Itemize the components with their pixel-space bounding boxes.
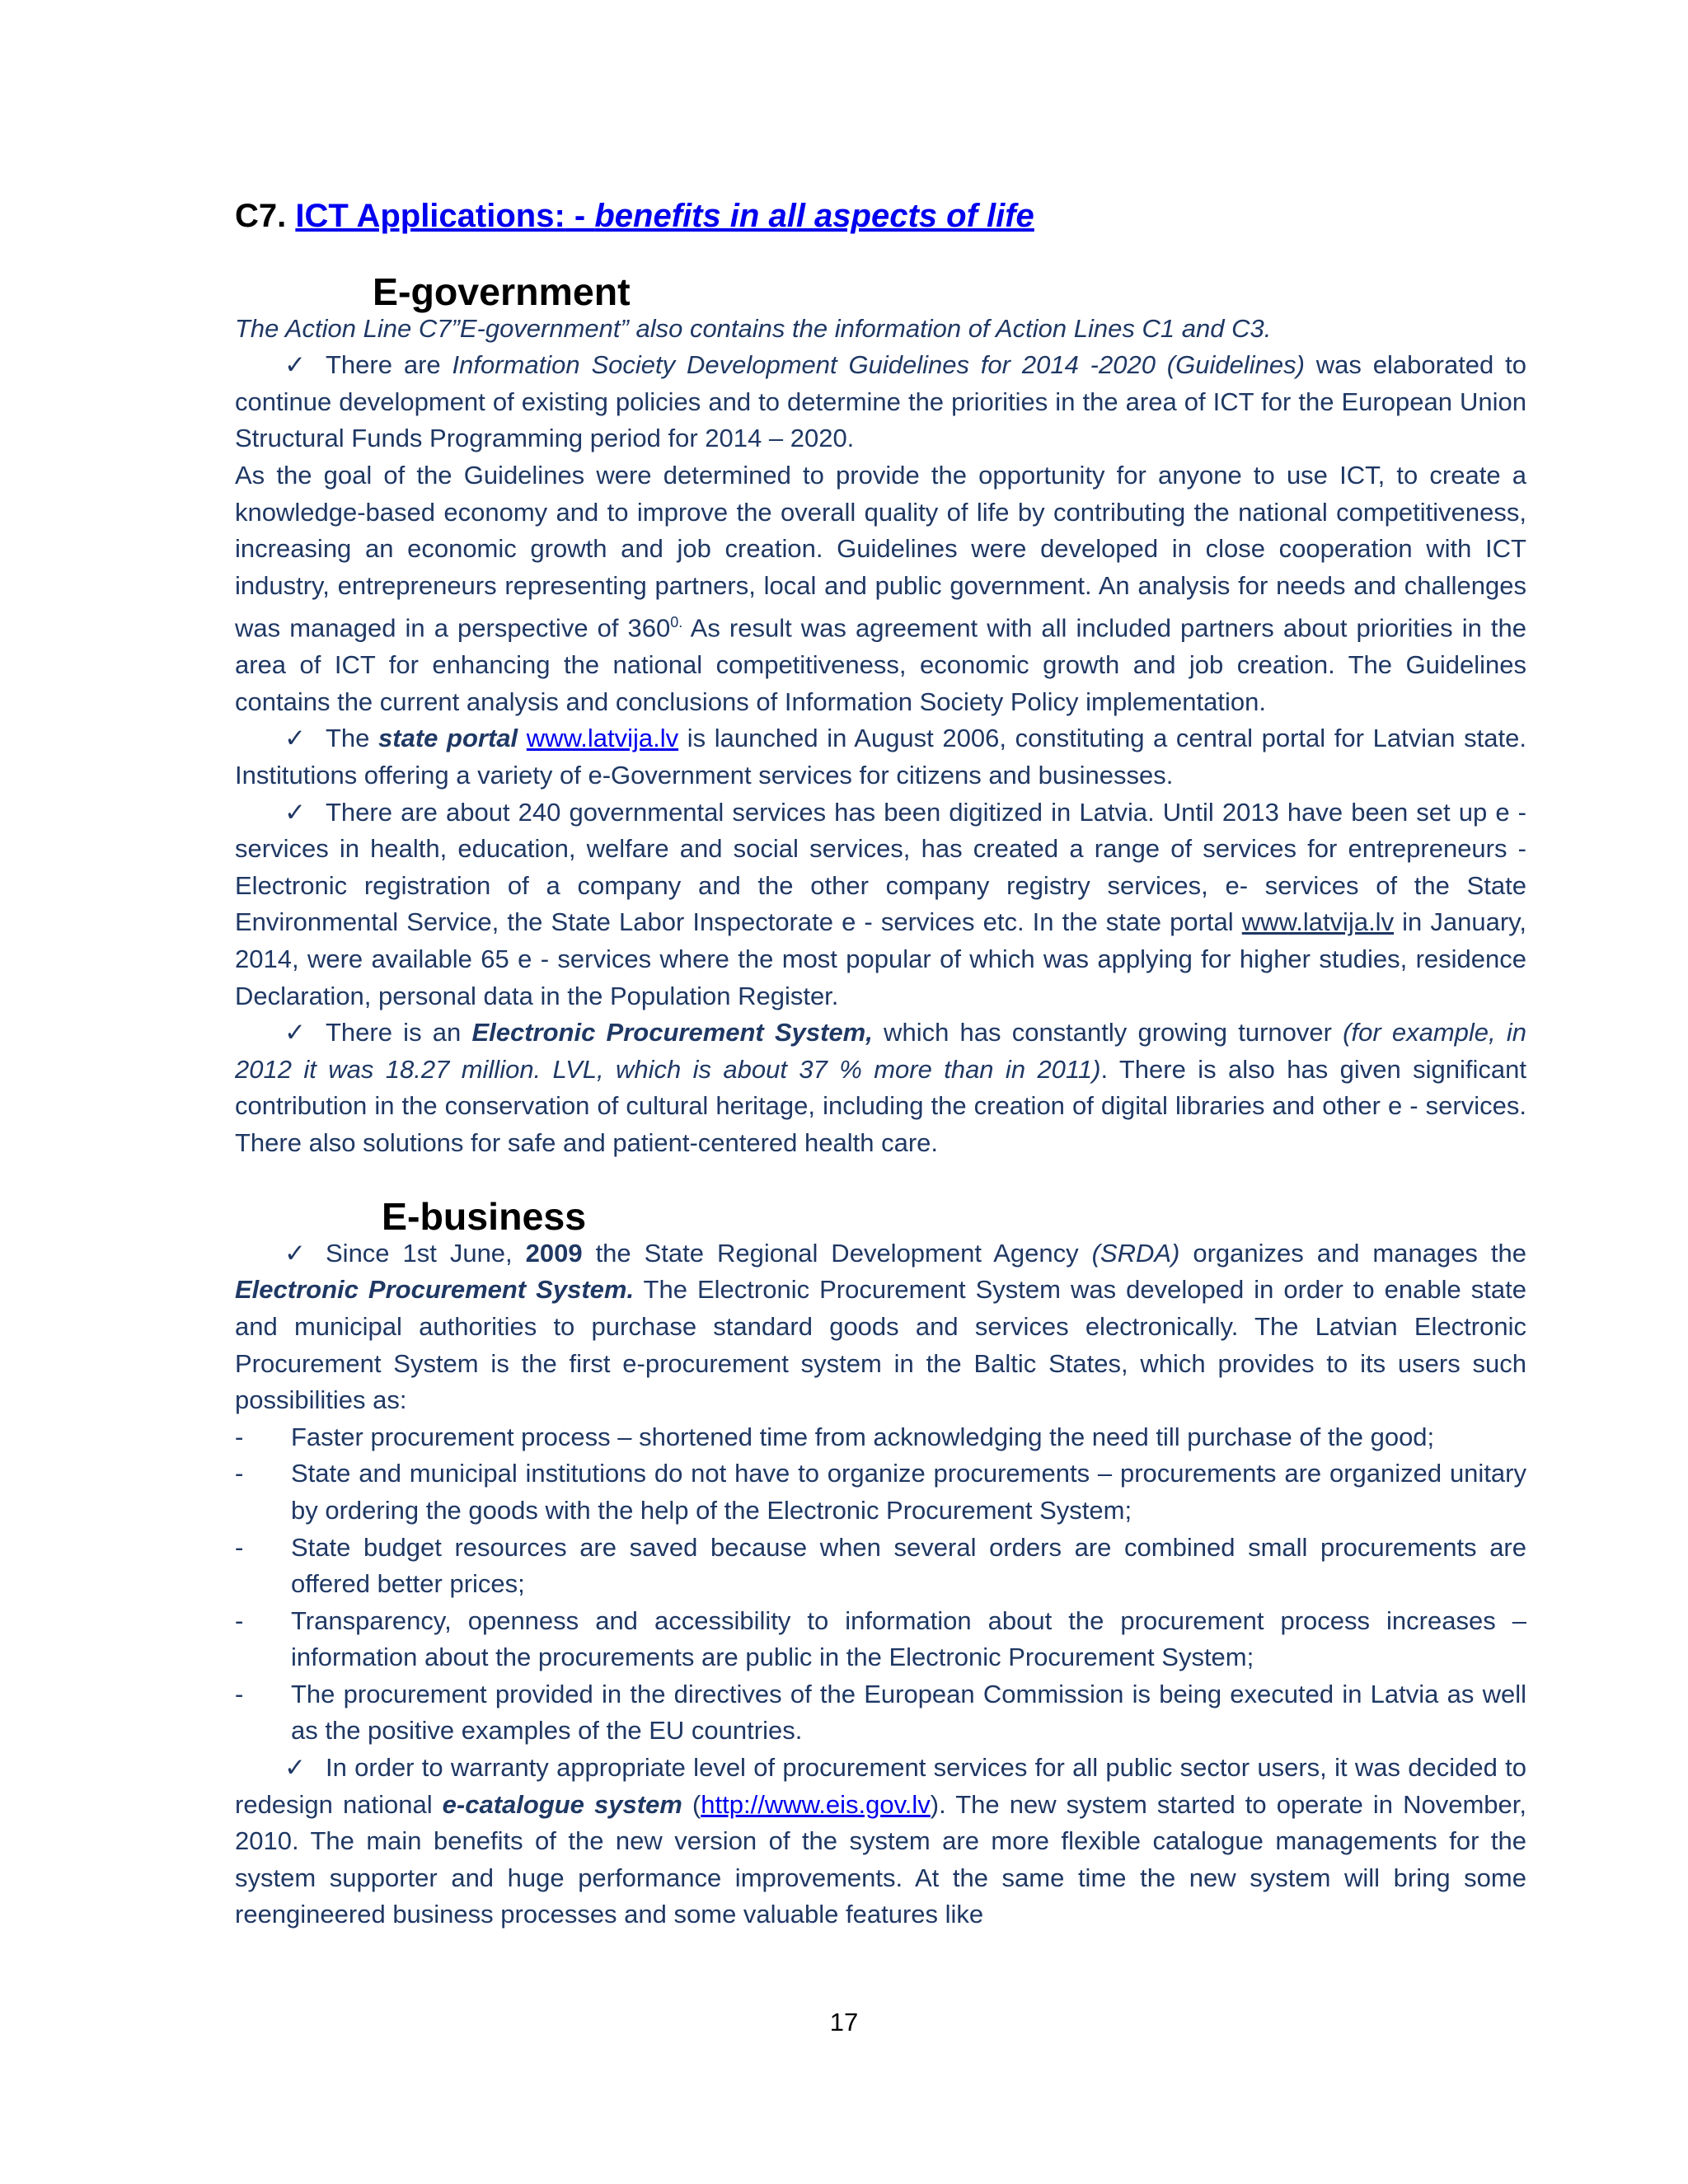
checkmark-icon: ✓ [284, 350, 306, 380]
eps-label-2: Electronic Procurement System. [235, 1275, 635, 1305]
ebus-bullet-srda: ✓ Since 1st June, 2009 the State Regional Development Agency (SRDA) organizes and manages the Electronic Procurement System. The Electronic Procurement System was developed in order to enable state and municipal authorities to purchase standard goods and services electronically. The Latvian Electronic Procurement System is the first e-procurement system in the Baltic States, which provides to its users such possibilities as: [235, 1235, 1526, 1419]
dash-item [235, 1676, 1526, 1750]
section-title-dash: - [565, 198, 595, 234]
checkmark-icon: ✓ [284, 797, 306, 827]
dash-text: State budget resources are saved because when several orders are combined small procurements are offered better prices; [291, 1532, 1526, 1599]
dash-text: Faster procurement process – shortened time from acknowledging the need till purchase of the good; [291, 1422, 1435, 1451]
section-number: C7. [235, 198, 287, 234]
section-heading [235, 191, 1526, 241]
section-title-italic: benefits in all aspects of life [594, 198, 1034, 234]
eps-label: Electronic Procurement System, [471, 1018, 873, 1047]
egov-intro-text: The Action Line C7”E-government” also contains the information of Action Lines C1 and C3. [235, 313, 1272, 343]
section-title-link[interactable] [295, 198, 1034, 234]
checkmark-icon: ✓ [284, 1238, 306, 1268]
latvija-link[interactable]: www.latvija.lv [526, 724, 679, 753]
egov-paragraph-goal: As the goal of the Guidelines were determined to provide the opportunity for anyone to use ICT, to create a knowledge-based economy and to improve the overall quality of life by contributing the national competitiveness, increasing an economic growth and job creation. Guidelines were developed in close cooperation with ICT industry, entrepreneurs representing partners, local and public government. An analysis for needs and challenges was managed in a perspective of $360^{0.}$ As result was agreement with all included partners about priorities in the area of ICT for enhancing the national competitiveness, economic growth and job creation. The Guidelines contains the current analysis and conclusions of Information Society Policy implementation. [235, 460, 1526, 716]
page-content [235, 191, 1526, 1933]
egov-title: E-government [373, 270, 631, 313]
egov-bullet-guidelines: ✓ There are Information Society Development Guidelines for 2014 -2020 (Guidelines) was elaborated to continue development of existing policies and to determine the priorities in the area of ICT for the European Union Structural Funds Programming period for 2014 – 2020. [235, 347, 1526, 457]
section-title-bold: ICT Applications: [295, 198, 565, 234]
state-portal-label: state portal [378, 724, 518, 753]
degree-superscript: 0. [670, 614, 683, 631]
spacer [235, 1162, 1526, 1199]
dash-item [235, 1419, 1526, 1456]
egov-intro [235, 311, 1526, 348]
dash-text: The procurement provided in the directives of the European Commission is being executed in Latvia as well as the positive examples of the EU countries. [291, 1679, 1526, 1746]
year-2009: 2009 [525, 1238, 583, 1268]
dash-marker: - [235, 1422, 244, 1451]
dash-item [235, 1603, 1526, 1676]
srda-abbr: (SRDA) [1091, 1238, 1180, 1268]
latvija-link-plain[interactable]: www.latvija.lv [1241, 907, 1395, 937]
ebus-title: E-business [382, 1195, 587, 1239]
page-number: 17 [829, 2008, 859, 2036]
ecatalogue-label: e-catalogue system [442, 1789, 682, 1819]
ebus-bullet-ecatalogue: ✓ In order to warranty appropriate level of procurement services for all public sector users, it was decided to redesign national e-catalogue system (http://www.eis.gov.lv). The new system started to operate in November, 2010. The main benefits of the new version of the system are more flexible catalogue managements for the system supporter and huge performance improvements. At the same time the new system will bring some reengineered business processes and some valuable features like [235, 1750, 1526, 1933]
dash-marker: - [235, 1532, 244, 1562]
dash-marker: - [235, 1459, 244, 1488]
checkmark-icon: ✓ [284, 724, 306, 753]
dash-text: State and municipal institutions do not have to organize procurements – procurements are organized unitary by ordering the goods with the help of the Electronic Procurement System; [291, 1459, 1526, 1525]
turnover-example: (for example, in 2012 it was 18.27 million. LVL, which is about 37 % more than in 2011) [235, 1018, 1526, 1084]
checkmark-icon: ✓ [284, 1753, 306, 1783]
guidelines-title: Information Society Development Guidelines for 2014 -2020 (Guidelines) [452, 350, 1305, 380]
egov-bullet-procurement: ✓ There is an Electronic Procurement System, which has constantly growing turnover (for example, in 2012 it was 18.27 million. LVL, which is about 37 % more than in 2011). There is also has given significant contribution in the conservation of cultural heritage, including the creation of digital libraries and other e - services. There also solutions for safe and patient-centered health care. [235, 1015, 1526, 1161]
dash-marker: - [235, 1605, 244, 1635]
dash-text: Transparency, openness and accessibility to information about the procurement process increases – information about the procurements are public in the Electronic Procurement System; [291, 1605, 1526, 1672]
dash-marker: - [235, 1679, 244, 1708]
dash-item [235, 1455, 1526, 1529]
eis-link[interactable]: http://www.eis.gov.lv [701, 1789, 931, 1819]
dash-item [235, 1530, 1526, 1603]
checkmark-icon: ✓ [284, 1018, 306, 1047]
egov-bullet-services: ✓ There are about 240 governmental services has been digitized in Latvia. Until 2013 have been set up e - services in health, education, welfare and social services, has created a range of services for entrepreneurs - Electronic registration of a company and the other company registry services, e- services of the State Environmental Service, the State Labor Inspectorate e - services etc. In the state portal www.latvija.lv in January, 2014, were available 65 e - services where the most popular of which was applying for higher studies, residence Declaration, personal data in the Population Register. [235, 794, 1526, 1015]
egov-bullet-portal: ✓ The state portal www.latvija.lv is launched in August 2006, constituting a central portal for Latvian state. Institutions offering a variety of e-Government services for citizens and businesses. [235, 720, 1526, 794]
